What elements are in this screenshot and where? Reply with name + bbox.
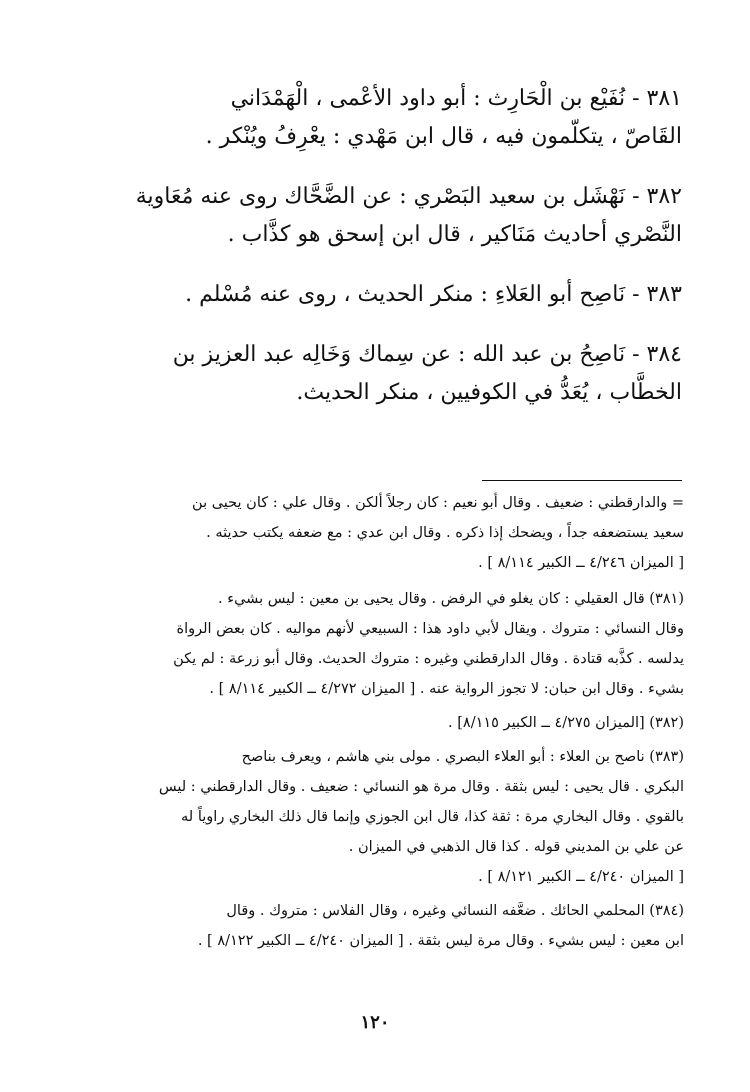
footnote-line: (٣٨٤) المحلمي الحائك . ضعَّفه النسائي وغيره ، وقال الفلاس : متروك . وقال — [226, 903, 684, 919]
entry-384 — [70, 336, 682, 412]
footnote-383 — [70, 742, 684, 892]
entry-line: ٣٨٣ - نَاصِح أبو العَلاءِ : منكر الحديث ، روى عنه مُسْلم . — [185, 282, 682, 307]
footnotes — [70, 488, 684, 960]
footnote-line: وقال النسائي : متروك . ويقال لأبي داود هذا : السبيعي لأنهم مواليه . كان بعض الرواة — [176, 621, 684, 637]
footnote-line: (٣٨٢) [الميزان ٤/٢٧٥ ــ الكبير ٨/١١٥] . — [448, 715, 684, 731]
footnote-line: البكري . قال يحيى : ليس بثقة . وقال مرة هو النسائي : ضعيف . وقال الدارقطني : ليس — [158, 779, 684, 795]
entry-381 — [70, 80, 682, 156]
entry-382 — [70, 178, 682, 254]
footnote-line: سعيد يستضعفه جداً ، ويضحك إذا ذكره . وقال ابن عدي : مع ضعفه يكتب حديثه . — [206, 525, 684, 541]
entry-line: ٣٨٤ - نَاصِحُ بن عبد الله : عن سِماك وَخَالِه عبد العزيز بن — [172, 342, 682, 367]
page-number: ١٢٠ — [360, 1012, 390, 1033]
footnote-line: يدلسه . كذَّبه قتادة . وقال الدارقطني وغيره : متروك الحديث. وقال أبو زرعة : لم يكن — [173, 651, 684, 667]
entry-383 — [70, 276, 682, 314]
footnote-line: (٣٨٣) ناصح بن العلاء : أبو العلاء البصري . مولى بني هاشم ، ويعرف بناصح — [241, 749, 684, 765]
footnote-line: بالقوي . وقال البخاري مرة : ثقة كذا، قال ابن الجوزي وإنما قال ذلك البخاري راوياً له — [181, 809, 684, 825]
footnote-line: [ الميزان ٤/٢٤٦ ــ الكبير ٨/١١٤ ] . — [478, 555, 684, 571]
footnote-line: [ الميزان ٤/٢٤٠ ــ الكبير ٨/١٢١ ] . — [478, 869, 684, 885]
footnote-382 — [70, 708, 684, 738]
footnote-divider — [482, 480, 682, 481]
entry-line: النَّصْري أحاديث مَنَاكير ، قال ابن إسحق هو كذَّاب . — [227, 222, 682, 247]
main-text — [70, 80, 682, 434]
footnote-line: عن علي بن المديني قوله . كذا قال الذهبي في الميزان . — [348, 839, 684, 855]
entry-line: القَاصّ ، يتكلّمون فيه ، قال ابن مَهْدي : يعْرِفُ ويُنْكر . — [205, 124, 682, 149]
entry-line: الخطَّاب ، يُعَدُّ في الكوفيين ، منكر الحديث. — [296, 380, 682, 405]
entry-line: ٣٨١ - نُفَيْع بن الْحَارِث : أبو داود الأعْمى ، الْهَمْدَاني — [230, 86, 682, 111]
footnote-381 — [70, 584, 684, 704]
footnote-line: بشيء . وقال ابن حبان: لا تجوز الرواية عنه . [ الميزان ٤/٢٧٢ ــ الكبير ٨/١١٤ ] . — [209, 681, 684, 697]
entry-line: ٣٨٢ - نَهْشَل بن سعيد البَصْري : عن الضَّحَّاك روى عنه مُعَاوية — [135, 184, 682, 209]
footnote-384 — [70, 896, 684, 956]
footnote-line: ابن معين : ليس بشيء . وقال مرة ليس بثقة . [ الميزان ٤/٢٤٠ ــ الكبير ٨/١٢٢ ] . — [197, 933, 684, 949]
footnote-line: (٣٨١) قال العقيلي : كان يغلو في الرفض . وقال يحيى بن معين : ليس بشيء . — [218, 591, 684, 607]
footnote-continuation — [70, 488, 684, 578]
footnote-line: = والدارقطني : ضعيف . وقال أبو نعيم : كان رجلاً ألكن . وقال علي : كان يحيى بن — [192, 495, 684, 511]
